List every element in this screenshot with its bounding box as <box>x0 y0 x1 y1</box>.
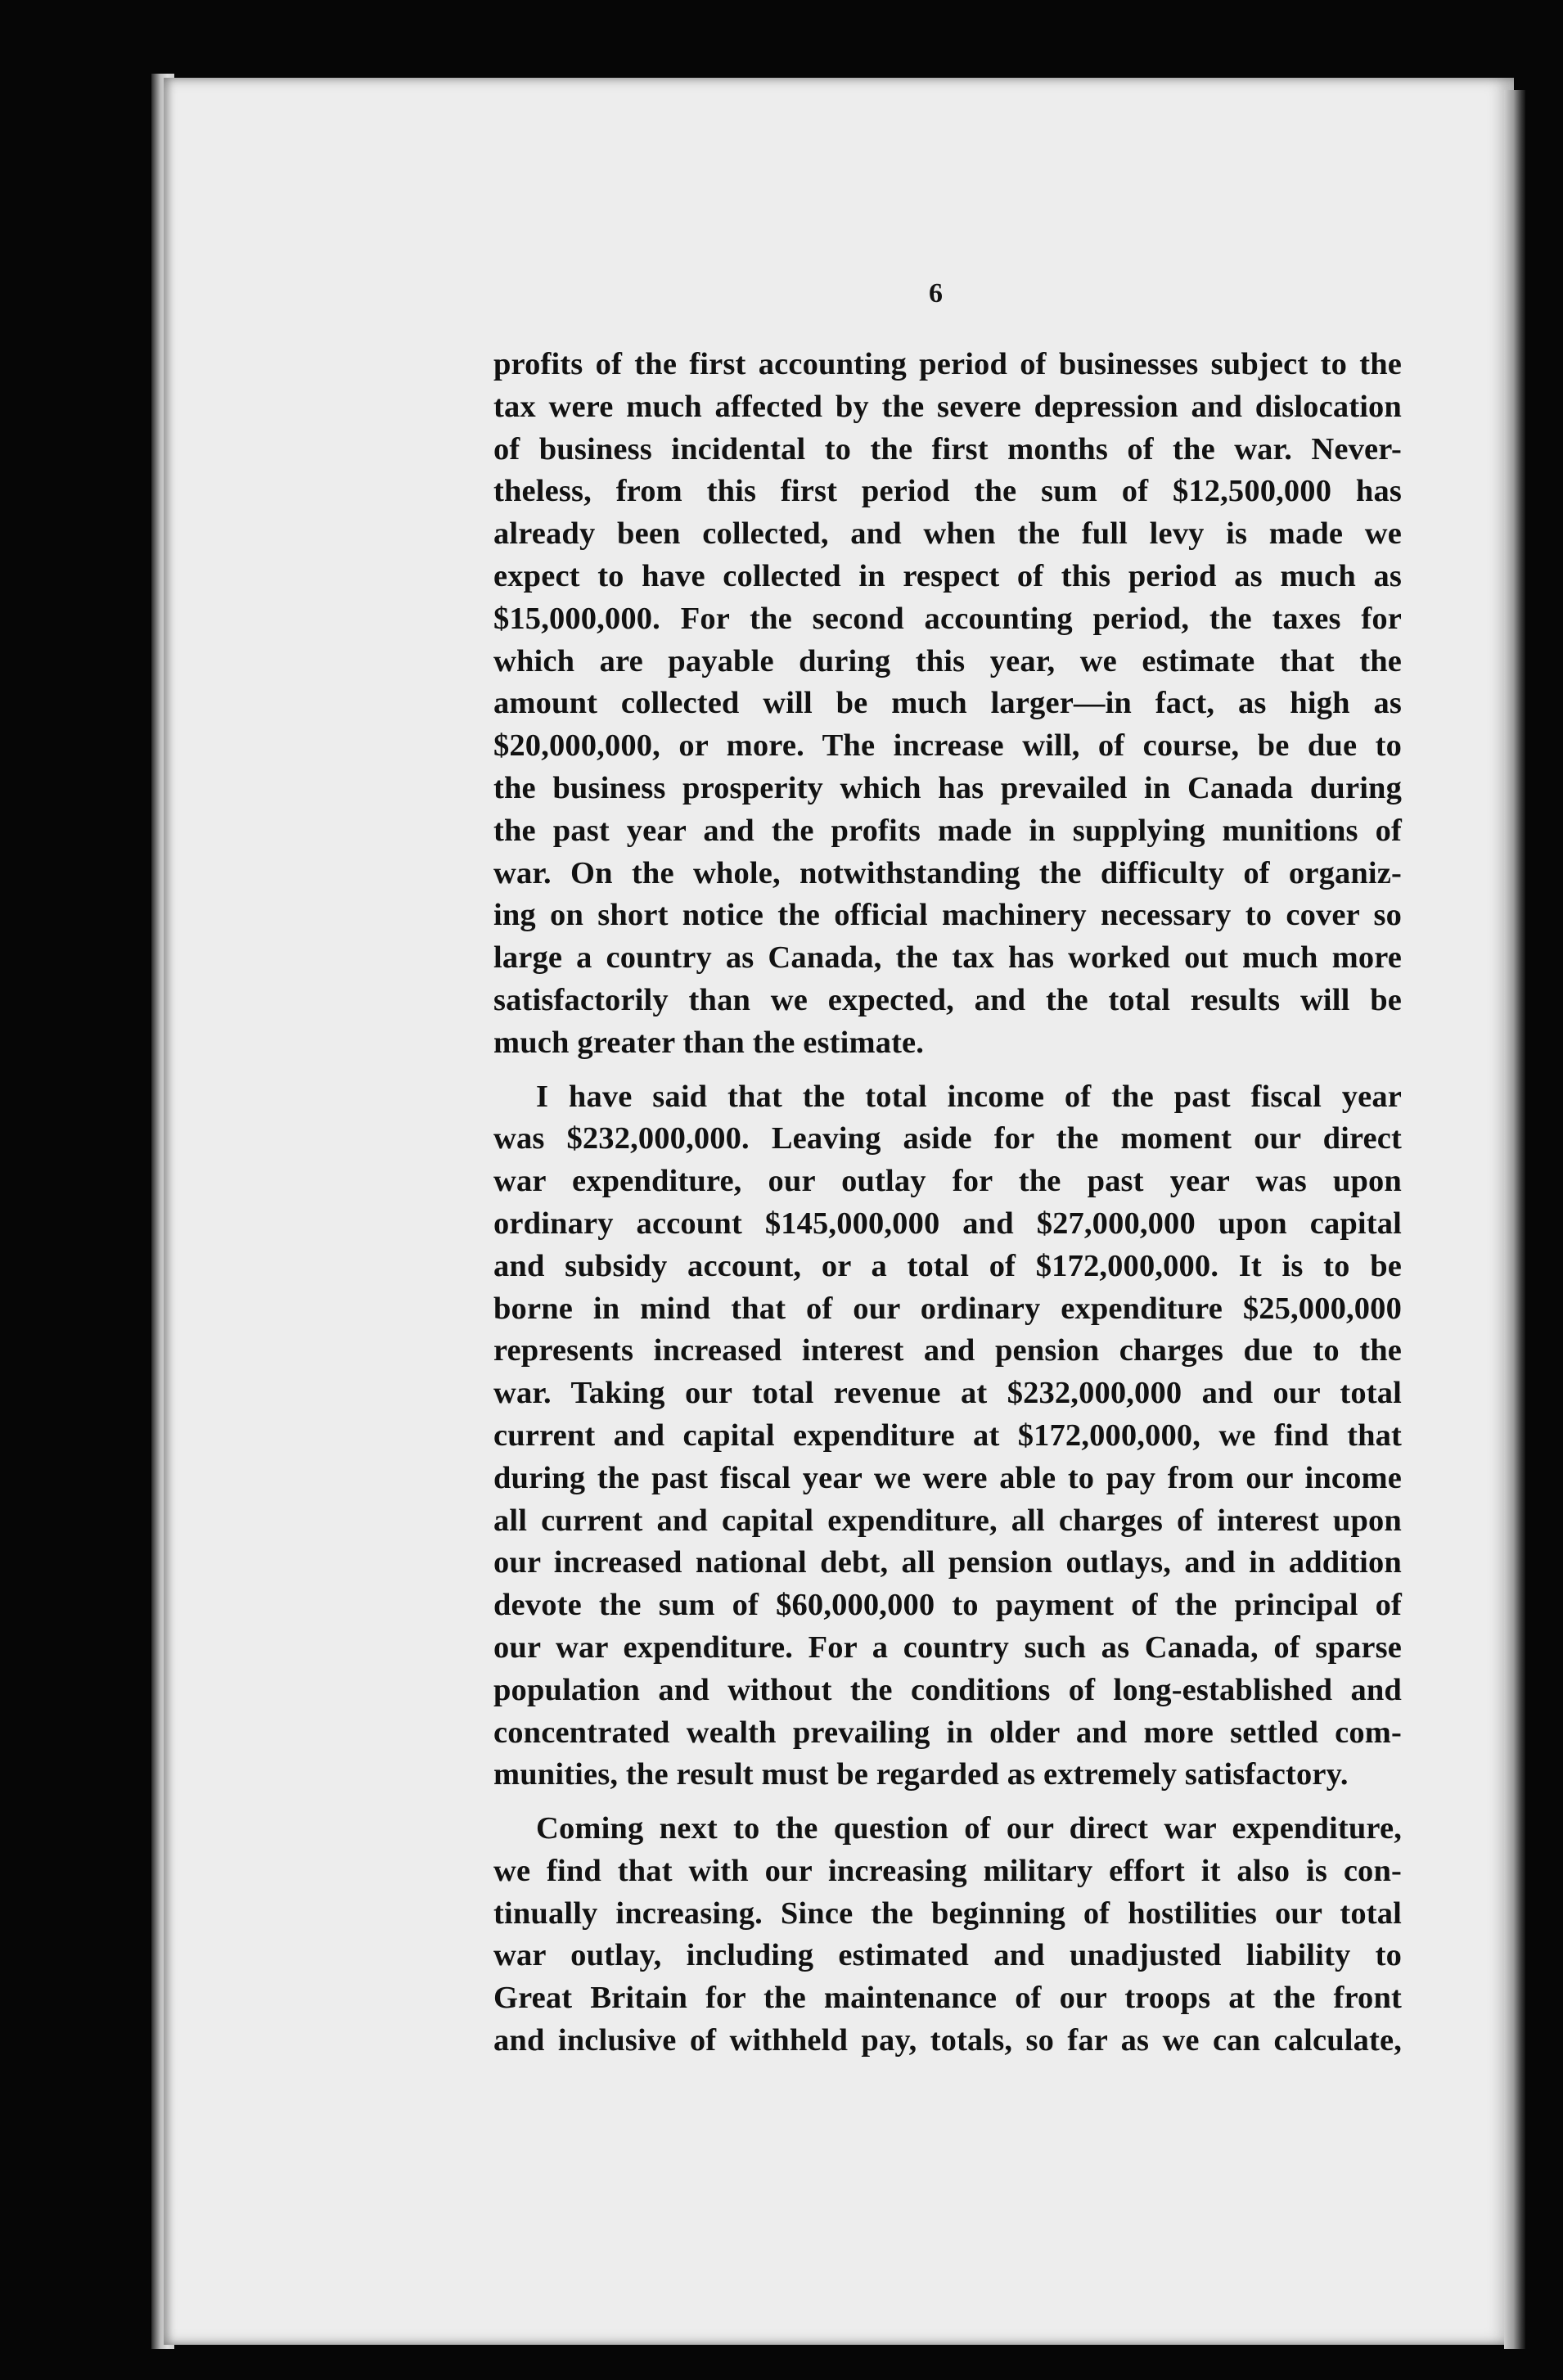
text-line: war expenditure, our outlay for the past year was upon <box>493 1164 1402 1199</box>
text-line: during the past fiscal year we were able to pay from our income <box>493 1460 1402 1495</box>
text-line: the business prosperity which has prevailed in Canada during <box>493 770 1402 805</box>
text-line: war outlay, including estimated and unadjusted liability to <box>493 1938 1402 1973</box>
page-number: 6 <box>929 278 943 309</box>
text-line: tax were much affected by the severe depression and dislocation <box>493 389 1402 424</box>
text-line: we find that with our increasing military effort it also is con- <box>493 1853 1402 1888</box>
text-line: was $232,000,000. Leaving aside for the moment our direct <box>493 1121 1402 1156</box>
text-line: munities, the result must be regarded as extremely satisfactory. <box>493 1757 1349 1792</box>
text-line: amount collected will be much larger—in fact, as high as <box>493 686 1402 721</box>
text-line: war. Taking our total revenue at $232,000,000 and our total <box>493 1376 1402 1411</box>
paragraph-3 <box>493 1808 1402 2062</box>
text-line: satisfactorily than we expected, and the total results will be <box>493 982 1402 1017</box>
paragraph-2 <box>493 1076 1402 1797</box>
text-line: current and capital expenditure at $172,000,000, we find that <box>493 1418 1402 1453</box>
text-line: theless, from this first period the sum of $12,500,000 has <box>493 474 1402 509</box>
text-line: much greater than the estimate. <box>493 1025 925 1060</box>
page-right-edge <box>1504 90 1525 2349</box>
text-line: and subsidy account, or a total of $172,000,000. It is to be <box>493 1248 1402 1283</box>
body-text <box>493 344 1402 2062</box>
text-line: all current and capital expenditure, all charges of interest upon <box>493 1503 1402 1538</box>
text-line: war. On the whole, notwithstanding the difficulty of organiz- <box>493 855 1402 890</box>
text-line: of business incidental to the first months of the war. Never- <box>493 431 1402 467</box>
text-line: ordinary account $145,000,000 and $27,000,000 upon capital <box>493 1206 1402 1241</box>
text-line: population and without the conditions of long-established and <box>493 1672 1402 1707</box>
paragraph-gap <box>493 1065 1402 1076</box>
text-line: our war expenditure. For a country such as Canada, of sparse <box>493 1629 1402 1665</box>
text-line: concentrated wealth prevailing in older and more settled com- <box>493 1715 1402 1750</box>
text-line: represents increased interest and pension charges due to the <box>493 1333 1402 1368</box>
text-line: our increased national debt, all pension outlays, and in addition <box>493 1545 1402 1580</box>
text-line: ing on short notice the official machinery necessary to cover so <box>493 898 1402 933</box>
text-line: Great Britain for the maintenance of our troops at the front <box>493 1981 1402 2016</box>
text-line: $15,000,000. For the second accounting period, the taxes for <box>493 601 1402 636</box>
text-line: the past year and the profits made in supplying munitions of <box>493 813 1402 848</box>
paragraph-gap <box>493 1796 1402 1808</box>
text-line: devote the sum of $60,000,000 to payment of the principal of <box>493 1588 1402 1623</box>
text-line: tinually increasing. Since the beginning of hostilities our total <box>493 1895 1402 1931</box>
text-line: and inclusive of withheld pay, totals, so far as we can calculate, <box>493 2023 1402 2058</box>
paragraph-1 <box>493 344 1402 1065</box>
text-line: Coming next to the question of our direct war expenditure, <box>536 1811 1402 1846</box>
text-line: $20,000,000, or more. The increase will, of course, be due to <box>493 728 1402 764</box>
text-line: large a country as Canada, the tax has worked out much more <box>493 940 1402 976</box>
text-line: profits of the first accounting period of businesses subject to the <box>493 347 1402 381</box>
text-line: expect to have collected in respect of this period as much as <box>493 558 1402 593</box>
text-line: already been collected, and when the full levy is made we <box>493 516 1402 552</box>
text-line: borne in mind that of our ordinary expenditure $25,000,000 <box>493 1291 1402 1326</box>
text-line: which are payable during this year, we estimate that the <box>493 643 1402 678</box>
text-line: I have said that the total income of the past fiscal year <box>536 1079 1402 1114</box>
